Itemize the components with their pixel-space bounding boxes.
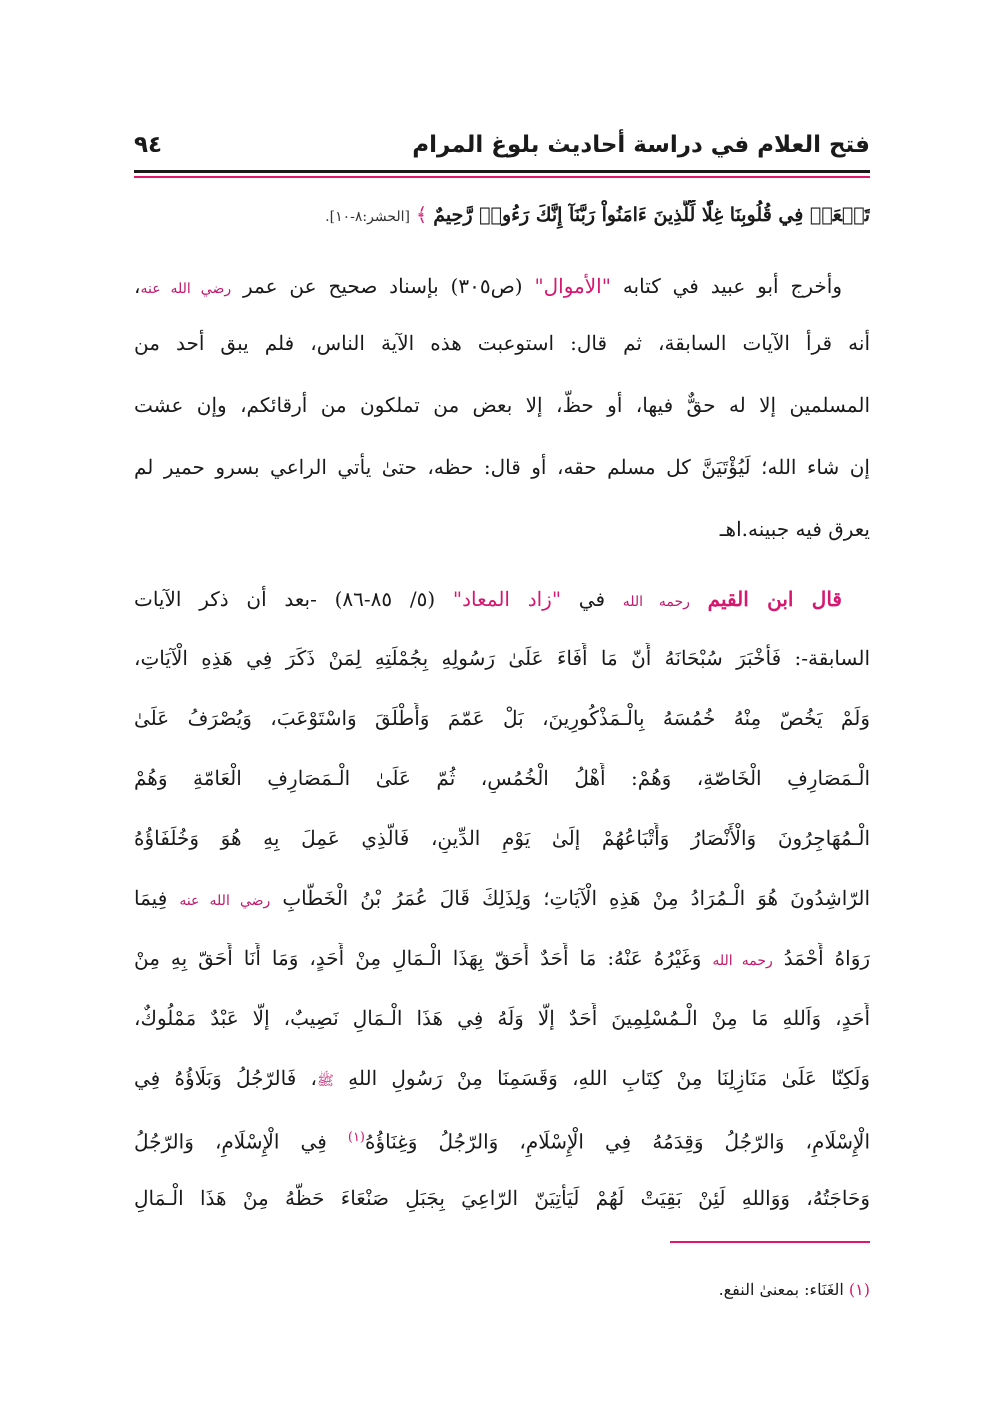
footnote-number: (١) [848, 1280, 870, 1299]
text-run: فِي الْإِسْلَامِ، وَالرّجُلُ [134, 1129, 348, 1154]
footnote-separator [670, 1241, 870, 1243]
para2-line-3: وَلَمْ يَخُصّ مِنْهُ خُمُسَهُ بِالْـمَذْكُورِينَ، بَلْ عَمّمَ وَأَطْلَقَ وَاسْتَوْعَبَ، وَيُصْرَفُ عَلَىٰ [134, 706, 870, 730]
para1-line-3: المسلمين إلا له حقٌّ فيها، أو حظٌّ، إلا بعض من تملكون من أرقائكم، وإن عشت [134, 393, 870, 417]
verse-reference: [الحشر:٨-١٠]. [325, 209, 410, 225]
para2-line-10 [134, 1123, 870, 1157]
header-rule [134, 170, 870, 173]
book-title: فتح العلام في دراسة أحاديث بلوغ المرام [412, 132, 870, 158]
text-run: في [561, 587, 623, 611]
honorific: رحمه الله [712, 953, 773, 969]
para2-line-11: وَحَاجَتُهُ، وَوَاللهِ لَئِنْ بَقِيَتْ لَهُمْ لَيَأْتِيَنّ الرّاعِيَ بِجَبَلِ صَنْعَاءَ حَظّهُ مِنْ هَذَا الْـمَالِ [134, 1186, 870, 1210]
text-run: الْإِسْلَامِ، وَالرّجُلُ وَقِدَمُهُ فِي الْإِسْلَامِ، وَالرّجُلُ وَغِنَاؤُهُ [365, 1129, 870, 1154]
verse-text: تَجۡعَلۡ فِي قُلُوبِنَا غِلّٗا لِّلَّذِينَ ءَامَنُواْ رَبَّنَآ إِنَّكَ رَءُوفٞ رَّحِيمٌ [433, 204, 870, 226]
para2-line-4: الْـمَصَارِفِ الْخَاصّةِ، وَهُمْ: أَهْلُ الْخُمُسِ، ثُمّ عَلَىٰ الْـمَصَارِفِ الْعَامّةِ وَهُمْ [134, 766, 870, 790]
text-run: وَلَكِنّا عَلَىٰ مَنَازِلِنَا مِنْ كِتَابِ اللهِ، وَقَسَمِنَا مِنْ رَسُولِ اللهِ [333, 1066, 870, 1090]
footnote-marker[interactable]: (١) [347, 1130, 365, 1145]
para1-line-5: يعرق فيه جبينه.اهـ [719, 517, 870, 541]
text-run: ، [134, 274, 141, 298]
speaker: قال ابن القيم [707, 587, 842, 611]
text-run: (ص٣٠٥) بإسناد صحيح عن عمر [231, 274, 535, 298]
para2-line-2: السابقة-: فَأَخْبَرَ سُبْحَانَهُ أَنّ مَا أَفَاءَ عَلَىٰ رَسُولِهِ بِجُمْلَتِهِ لِمَنْ ذَكَرَ فِي هَذِهِ الْآيَاتِ، [134, 646, 870, 670]
para1-line-4: إن شاء الله؛ لَيُؤْتَيَنَّ كل مسلم حقه، أو قال: حظه، حتىٰ يأتي الراعي بسرو حمير لم [134, 455, 870, 479]
para2-line-1 [134, 584, 870, 617]
text-run: رَوَاهُ أَحْمَدُ [772, 946, 870, 970]
para2-line-9 [134, 1063, 870, 1096]
text-run: ، فَالرّجُلُ وَبَلَاؤُهُ فِي [134, 1066, 317, 1090]
text-run: (٥/ ٨٥-٨٦) -بعد أن ذكر الآيات [134, 587, 453, 611]
honorific: ﷺ [317, 1073, 334, 1089]
honorific: رحمه الله [622, 594, 690, 610]
quoted-title: "الأموال" [534, 274, 611, 298]
para1-line-1 [134, 271, 870, 304]
text-run: وأخرج أبو عبيد في كتابه [610, 274, 843, 298]
para2-line-5: الْـمُهَاجِرُونَ وَالْأَنْصَارُ وَأَتْبَاعُهُمْ إلَىٰ يَوْمِ الدِّينِ، فَالّذِي عَمِلَ بِهِ هُوَ وَخُلَفَاؤُهُ [134, 826, 870, 850]
text-run: فِيمَا [134, 886, 180, 910]
header-rule-accent [134, 176, 870, 178]
quoted-title: "زاد المعاد" [452, 587, 562, 611]
page-number: ٩٤ [134, 132, 163, 158]
text-run: وَغَيْرُهُ عَنْهُ: مَا أَحَدٌ أَحَقّ بِهَذَا الْـمَالِ مِنْ أَحَدٍ، وَمَا أَنَا أَحَقّ بِهِ مِنْ [134, 946, 713, 970]
honorific: رضي الله عنه [140, 281, 232, 297]
running-header [134, 128, 870, 168]
para2-line-8: أَحَدٍ، وَاَللهِ مَا مِنْ الْـمُسْلِمِينَ أَحَدٌ إلّا وَلَهُ فِي هَذَا الْـمَالِ نَصِيبٌ، إلّا عَبْدٌ مَمْلُوكٌ، [134, 1006, 870, 1030]
verse-bracket: ﴾ [416, 204, 428, 226]
text-run: الرّاشِدُونَ هُوَ الْـمُرَادُ مِنْ هَذِهِ الْآيَاتِ؛ وَلِذَلِكَ قَالَ عُمَرُ بْنُ الْخَطّابِ [270, 886, 870, 910]
para2-line-7 [134, 943, 870, 976]
para2-line-6 [134, 883, 870, 916]
para1-line-2: أنه قرأ الآيات السابقة، ثم قال: استوعبت هذه الآية الناس، فلم يبق أحد من [134, 331, 870, 355]
footnote [719, 1280, 870, 1299]
honorific: رضي الله عنه [179, 893, 271, 909]
verse-line [134, 200, 870, 232]
footnote-text: الغَنَاء: بمعنىٰ النفع. [718, 1280, 849, 1299]
